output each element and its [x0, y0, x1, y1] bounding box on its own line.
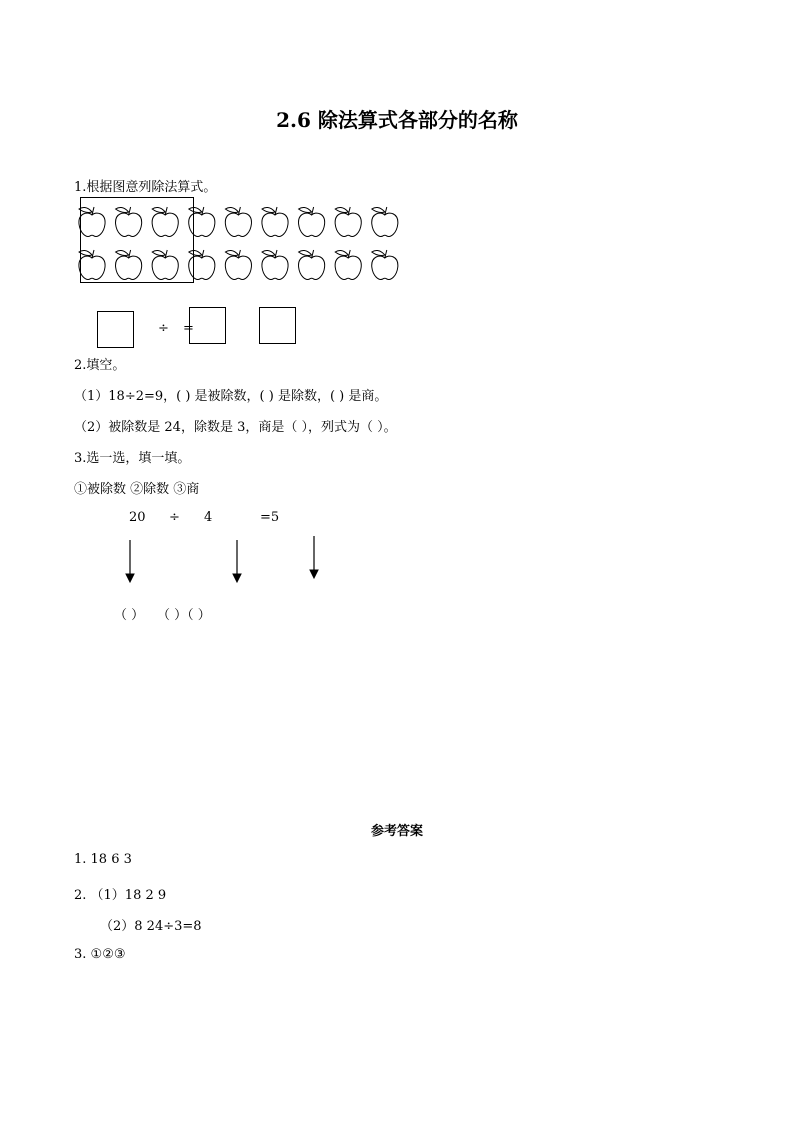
blank-dividend[interactable]: （ ）	[114, 608, 145, 623]
question-3-label: 3.选一选，填一填。	[74, 451, 191, 466]
question-2-label: 2.填空。	[74, 358, 126, 373]
question-2-item-2: （2）被除数是 24，除数是 3，商是（ ），列式为（ ）。	[74, 420, 397, 435]
question-2-item-1: （1）18÷2=9，( ) 是被除数，( ) 是除数，( ) 是商。	[74, 389, 388, 404]
equation-result: =5	[260, 510, 280, 525]
blank-divisor-quotient[interactable]: （ ）（ ）	[157, 608, 211, 623]
answer-3: 3. ①②③	[74, 947, 126, 962]
arrow-divisor	[233, 540, 241, 582]
division-sign: ÷	[158, 321, 169, 336]
equals-sign: =	[183, 321, 194, 336]
answers-title: 参考答案	[370, 824, 423, 839]
question-1-label: 1.根据图意列除法算式。	[74, 180, 217, 195]
page-title: 2.6 除法算式各部分的名称	[276, 108, 518, 132]
arrow-quotient	[310, 536, 318, 578]
answer-1: 1. 18 6 3	[74, 852, 132, 867]
equation-divisor: 4	[204, 510, 213, 525]
equation-dividend: 20	[129, 510, 146, 525]
arrow-dividend	[126, 540, 134, 582]
answer-2-1: 2. （1）18 2 9	[74, 888, 167, 903]
equation-division-sign: ÷	[169, 510, 180, 525]
answer-2-2: （2）8 24÷3=8	[100, 919, 202, 934]
question-3-options: ①被除数 ②除数 ③商	[74, 482, 200, 497]
